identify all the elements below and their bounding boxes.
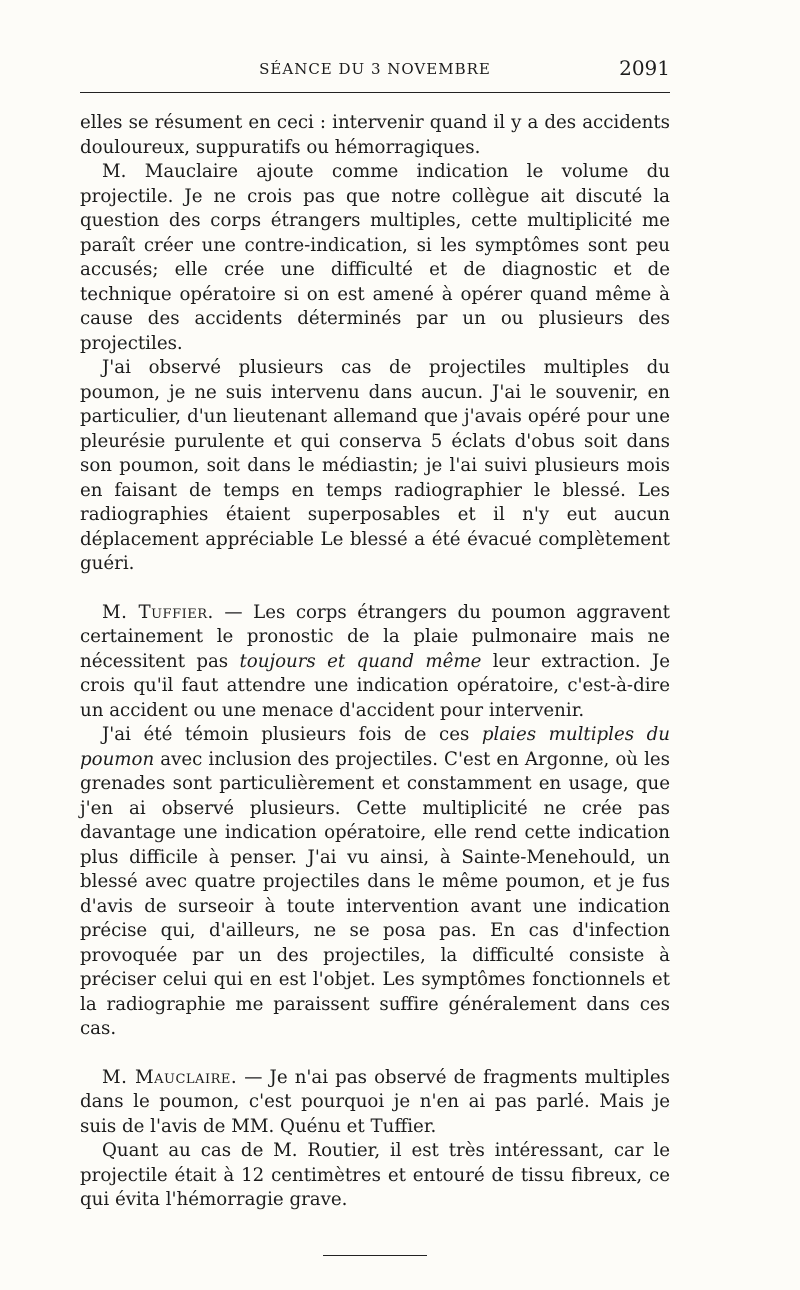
end-rule [323,1255,427,1256]
paragraph-observations: J'ai observé plusieurs cas de projectiles multiples du poumon, je ne suis intervenu dans aucun. J'ai le souvenir, en particulier, d'un lieutenant allemand que j'avais opéré pour une pleurésie purulente et qui conserva 5 éclats d'obus soit dans son poumon, soit dans le médiastin; je l'ai suivi plusieurs mois en faisant de temps en temps radiographier le blessé. Les radiographies étaient superposables et il n'y eut aucun déplacement appréciable Le blessé a été évacué complètement guéri. [80,357,670,574]
tuffier-italic: toujours et quand même [239,650,482,672]
header-rule [80,92,670,93]
mauclaire-text: — Je n'ai pas observé de fragments multiples dans le poumon, c'est pourquoi je n'en ai pas parlé. Mais je suis de l'avis de MM. Quénu et Tuffier. [80,1066,670,1137]
tuffier-text-b: leur extraction. Je crois qu'il faut attendre une indication opératoire, c'est-à-dire un accident ou une menace d'accident pour intervenir. [80,650,670,721]
page-number: 2091 [619,56,670,80]
speaker-tuffier: M. Tuffier. [102,601,214,623]
plaies-text-b: avec inclusion des projectiles. C'est en Argonne, où les grenades sont particulièrement et constamment en usage, que j'en ai observé plusieurs. Cette multiplicité ne crée pas davantage une indication opératoire, elle rend cette indication plus difficile à penser. J'ai vu ainsi, à Sainte-Menehould, un blessé avec quatre projectiles dans le même poumon, et je fus d'avis de surseoir à toute intervention avant une indication précise qui, d'ailleurs, ne se posa pas. En cas d'infection provoquée par un des projectiles, la difficulté consiste à préciser celui qui en est l'objet. Les symptômes fonctionnels et la radiographie me paraissent suffire généralement dans ces cas. [80,748,670,1039]
paragraph-mauclaire-volume: M. Mauclaire ajoute comme indication le volume du projectile. Je ne crois pas que notre collègue ait discuté la question des corps étrangers multiples, cette multiplicité me paraît créer une contre-indication, si les symptômes sont peu accusés; elle crée une difficulté et de diagnostic et de technique opératoire si on est amené à opérer quand même à cause des accidents déterminés par un ou plusieurs des projectiles. [80,161,670,354]
page [80,56,670,1256]
paragraph-tuffier [80,601,670,724]
paragraph-plaies-multiples [80,723,670,1042]
speaker-mauclaire: M. Mauclaire. [102,1066,238,1088]
paragraph-routier: Quant au cas de M. Routier, il est très intéressant, car le projectile était à 12 centimètres et entouré de tissu fibreux, ce qui évita l'hémorragie grave. [80,1140,670,1210]
plaies-italic: plaies multiples du poumon [80,724,671,770]
section-gap [80,1042,670,1066]
tuffier-text-a: — Les corps étrangers du poumon aggravent certainement le pronostic de la plaie pulmonaire mais ne nécessitent pas [80,601,670,672]
plaies-text-a: J'ai été témoin plusieurs fois de ces [102,724,482,745]
section-gap [80,577,670,601]
running-header [80,56,670,86]
running-title: SÉANCE DU 3 NOVEMBRE [259,60,491,78]
paragraph-mauclaire [80,1066,670,1140]
paragraph-continuation: elles se résument en ceci : intervenir quand il y a des accidents douloureux, suppuratifs ou hémorragiques. [80,112,670,158]
